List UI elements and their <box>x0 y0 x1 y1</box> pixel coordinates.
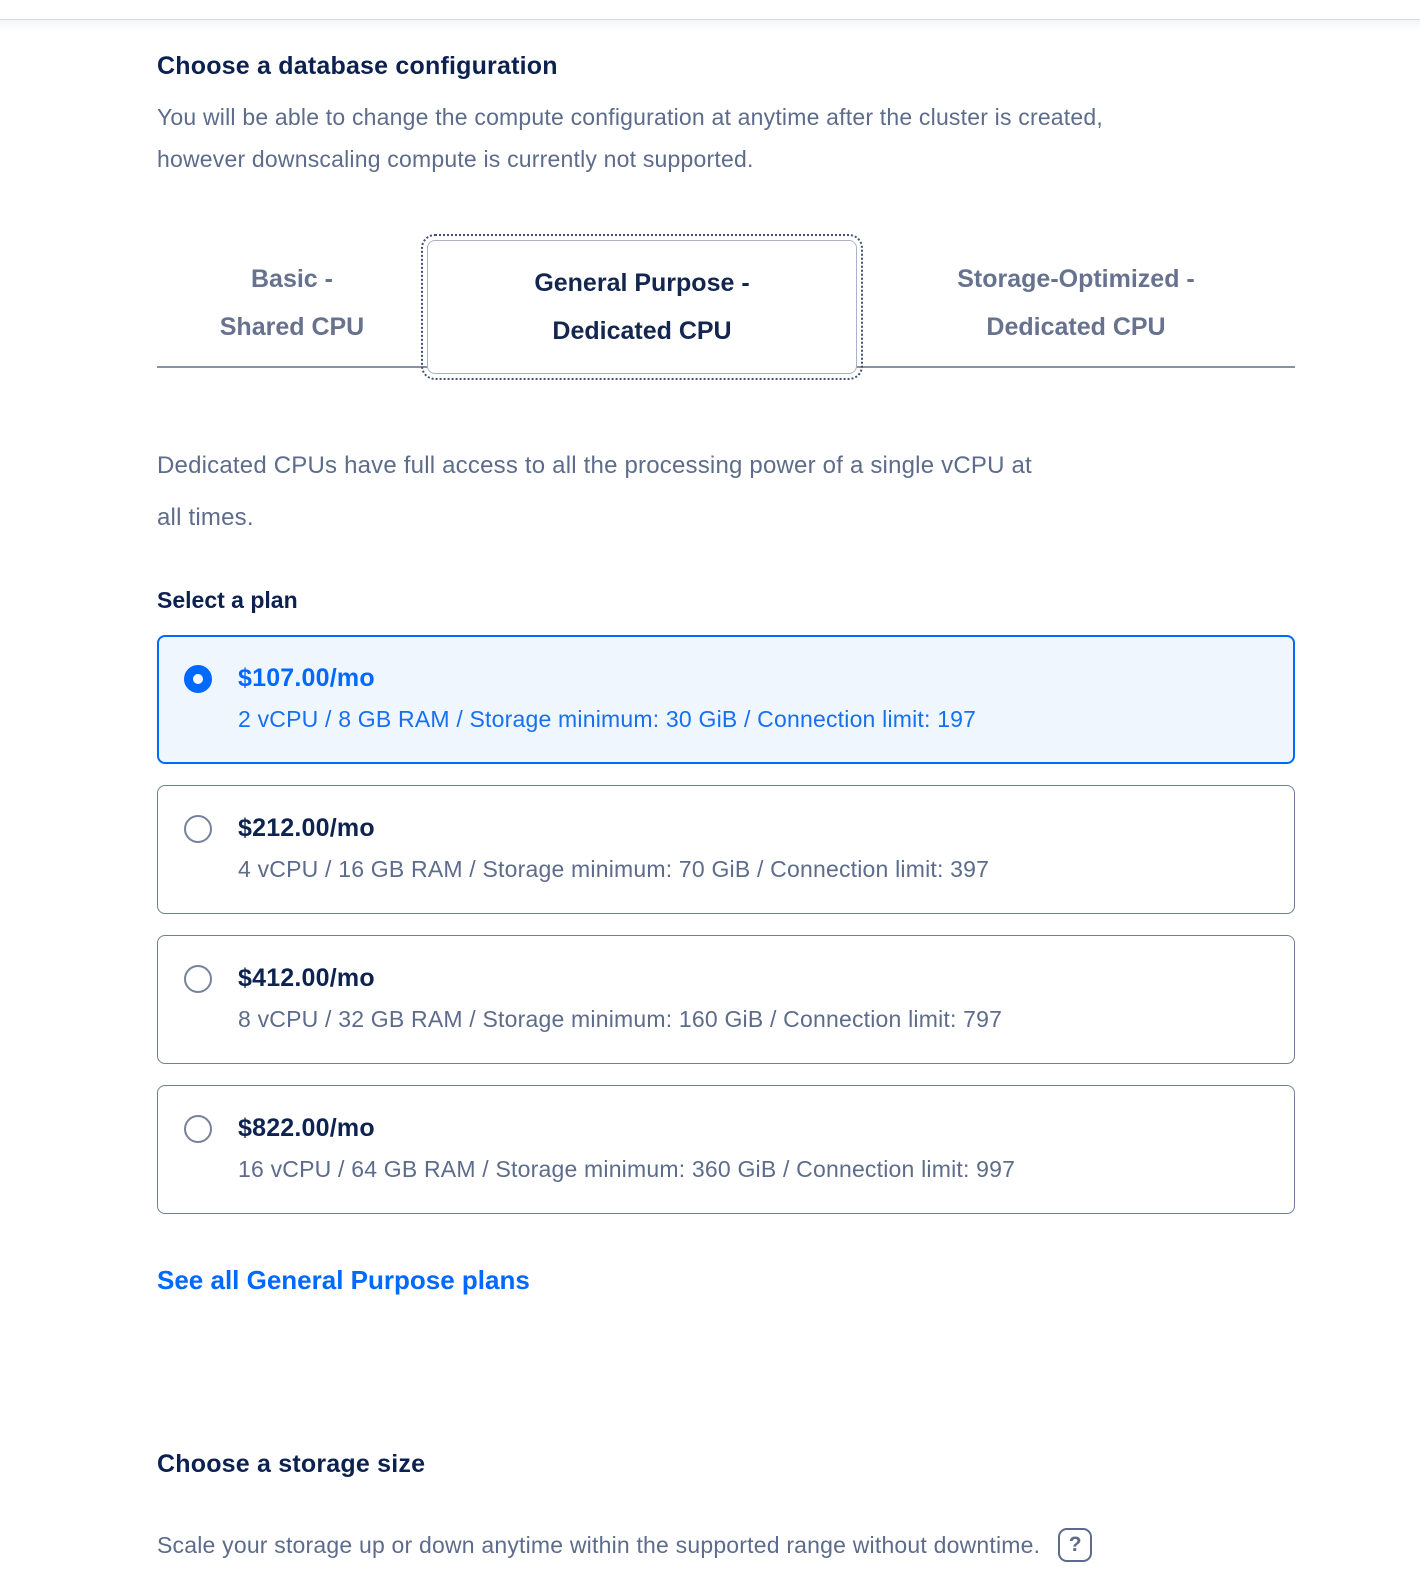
page-title: Choose a database configuration <box>157 52 558 80</box>
tab-storage-optimized-dedicated-cpu[interactable] <box>857 240 1295 366</box>
storage-description: Scale your storage up or down anytime within the supported range without downtime. <box>157 1531 1041 1558</box>
select-plan-label: Select a plan <box>157 587 298 613</box>
plan-radio[interactable] <box>184 965 212 993</box>
tab-basic-shared-cpu[interactable] <box>157 240 427 366</box>
plan-option-header <box>184 814 1264 843</box>
plan-specs: 16 vCPU / 64 GB RAM / Storage minimum: 360 GiB / Connection limit: 997 <box>238 1156 1016 1182</box>
plan-option-822[interactable] <box>157 1085 1295 1214</box>
tab-general-purpose-dedicated-cpu[interactable] <box>427 240 857 374</box>
dedicated-cpu-description <box>157 440 1295 544</box>
plan-price: $107.00/mo <box>238 664 375 692</box>
section-description <box>157 96 1295 180</box>
plan-price: $822.00/mo <box>238 1114 375 1142</box>
plan-specs: 4 vCPU / 16 GB RAM / Storage minimum: 70 GiB / Connection limit: 397 <box>238 856 990 882</box>
plan-radio[interactable] <box>184 1115 212 1143</box>
plan-specs: 8 vCPU / 32 GB RAM / Storage minimum: 160 GiB / Connection limit: 797 <box>238 1006 1003 1032</box>
section-description-line2: however downscaling compute is currently not supported. <box>157 146 754 172</box>
cpu-plan-tabs <box>157 240 1295 368</box>
plan-option-header <box>184 1114 1264 1143</box>
see-all-plans-link[interactable]: See all General Purpose plans <box>157 1265 530 1295</box>
tab-label-line2: Dedicated CPU <box>986 313 1166 341</box>
tab-label-line2: Shared CPU <box>219 313 365 341</box>
plan-radio-selected[interactable] <box>184 665 212 693</box>
section-description-line1: You will be able to change the compute configuration at anytime after the cluster is created, <box>157 104 1103 130</box>
plan-price: $212.00/mo <box>238 814 375 842</box>
plan-price: $412.00/mo <box>238 964 375 992</box>
dedicated-cpu-description-line2: all times. <box>157 504 254 531</box>
tab-label-line1: Basic - <box>251 265 333 293</box>
help-icon[interactable]: ? <box>1058 1528 1092 1562</box>
plan-radio[interactable] <box>184 815 212 843</box>
storage-section-title: Choose a storage size <box>157 1450 426 1478</box>
storage-description-row <box>157 1528 1295 1562</box>
database-config-panel <box>157 0 1295 1562</box>
tab-label-line1: Storage-Optimized - <box>957 265 1195 293</box>
plan-option-107[interactable] <box>157 635 1295 764</box>
dedicated-cpu-description-line1: Dedicated CPUs have full access to all the processing power of a single vCPU at <box>157 452 1032 479</box>
plan-option-header <box>184 964 1264 993</box>
plan-specs: 2 vCPU / 8 GB RAM / Storage minimum: 30 GiB / Connection limit: 197 <box>238 706 977 732</box>
plan-option-212[interactable] <box>157 785 1295 914</box>
plan-option-header <box>184 664 1264 693</box>
tab-label-line2: Dedicated CPU <box>552 317 732 345</box>
plan-option-412[interactable] <box>157 935 1295 1064</box>
tab-label-line1: General Purpose - <box>534 269 750 297</box>
